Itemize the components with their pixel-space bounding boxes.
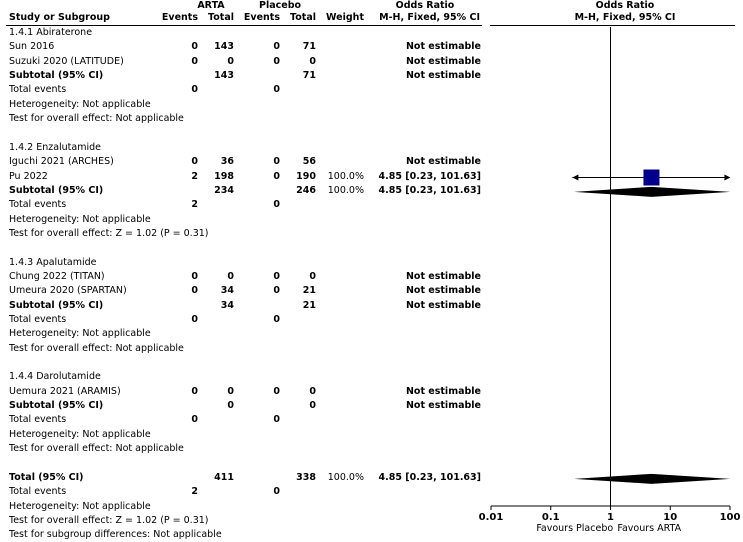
header-total-1: Total: [208, 12, 234, 23]
events-label: Total events: [9, 314, 67, 325]
subtotal-label: Subtotal (95% CI): [9, 299, 104, 311]
total-placebo: 71: [302, 70, 316, 82]
events-arta: 2: [191, 486, 198, 498]
events-arta: 2: [191, 199, 198, 211]
text-label: Test for overall effect: Not applicable: [9, 113, 184, 125]
events-placebo: 0: [273, 285, 280, 297]
events-placebo: 0: [273, 385, 280, 397]
ci-arrow: [724, 175, 730, 181]
text-label: Test for overall effect: Z = 1.02 (P = 0.31): [9, 227, 209, 239]
events-placebo: 0: [273, 170, 280, 182]
study-label: Sun 2016: [9, 41, 55, 53]
events-arta: 0: [191, 41, 198, 53]
odds-ratio: Not estimable: [405, 55, 481, 67]
total-placebo: 21: [302, 285, 316, 297]
total-label: Total (95% CI): [9, 471, 84, 483]
study-label: Iguchi 2021 (ARCHES): [9, 156, 114, 168]
events-arta: 0: [191, 270, 198, 282]
events-arta: 0: [191, 385, 198, 397]
header-events-1: Events: [161, 12, 198, 23]
events-placebo: 0: [273, 314, 280, 325]
x-tick-label: 0.1: [541, 512, 560, 523]
total-arta: 36: [220, 156, 234, 168]
study-label: Suzuki 2020 (LATITUDE): [9, 55, 124, 67]
total-placebo: 190: [296, 170, 316, 182]
events-arta: 0: [191, 314, 198, 325]
odds-ratio: Not estimable: [405, 270, 481, 282]
text-label: Test for overall effect: Z = 1.02 (P = 0.31): [9, 514, 209, 526]
events-arta: 0: [191, 84, 198, 96]
total-arta: 34: [220, 285, 234, 297]
events-placebo: 0: [273, 270, 280, 282]
pooled-diamond: [574, 474, 730, 484]
events-placebo: 0: [273, 84, 280, 96]
odds-ratio: Not estimable: [405, 156, 481, 168]
x-tick-label: 10: [663, 512, 678, 523]
odds-ratio: 4.85 [0.23, 101.63]: [378, 184, 481, 196]
odds-ratio: Not estimable: [405, 285, 481, 297]
total-arta: 234: [214, 184, 234, 196]
total-placebo: 0: [309, 385, 316, 397]
events-arta: 0: [191, 285, 198, 297]
total-placebo: 56: [302, 156, 316, 168]
subtotal-label: Subtotal (95% CI): [9, 400, 104, 412]
events-label: Total events: [9, 84, 67, 96]
events-placebo: 0: [273, 199, 280, 211]
weight: 100.0%: [327, 184, 364, 196]
total-placebo: 0: [309, 400, 316, 412]
study-label: Pu 2022: [9, 170, 48, 182]
text-label: Test for subgroup differences: Not applicable: [9, 529, 222, 541]
pooled-diamond: [574, 187, 730, 197]
odds-ratio: Not estimable: [405, 41, 481, 53]
events-label: Total events: [9, 199, 67, 211]
events-placebo: 0: [273, 414, 280, 426]
header-or-title-plot: Odds Ratio: [595, 0, 655, 11]
odds-ratio: 4.85 [0.23, 101.63]: [378, 170, 481, 182]
total-arta: 411: [214, 471, 234, 483]
weight: 100.0%: [327, 471, 364, 483]
total-placebo: 0: [309, 270, 316, 282]
study-square: [643, 170, 659, 186]
favours-right-label: Favours ARTA: [617, 523, 682, 534]
weight: 100.0%: [327, 170, 364, 182]
text-label: Heterogeneity: Not applicable: [9, 328, 151, 340]
header-group2: Placebo: [258, 0, 302, 11]
events-placebo: 0: [273, 486, 280, 498]
header-group1: ARTA: [197, 0, 225, 11]
events-arta: 0: [191, 414, 198, 426]
total-placebo: 246: [296, 184, 316, 196]
odds-ratio: Not estimable: [405, 385, 481, 397]
events-arta: 0: [191, 55, 198, 67]
total-placebo: 21: [302, 299, 316, 311]
study-label: Uemura 2021 (ARAMIS): [9, 385, 121, 397]
header-method: M-H, Fixed, 95% CI: [379, 12, 480, 23]
subtotal-label: Subtotal (95% CI): [9, 70, 104, 82]
header-events-2: Events: [243, 12, 280, 23]
total-arta: 0: [227, 385, 234, 397]
text-label: Heterogeneity: Not applicable: [9, 500, 151, 512]
study-label: Chung 2022 (TITAN): [9, 270, 105, 282]
events-label: Total events: [9, 486, 67, 498]
odds-ratio: 4.85 [0.23, 101.63]: [378, 471, 481, 483]
header-total-2: Total: [290, 12, 316, 23]
header-weight: Weight: [326, 12, 364, 23]
total-arta: 143: [214, 70, 234, 82]
text-label: Heterogeneity: Not applicable: [9, 213, 151, 225]
total-arta: 0: [227, 270, 234, 282]
total-arta: 0: [227, 55, 234, 67]
subtotal-label: Subtotal (95% CI): [9, 184, 104, 196]
sub-label: 1.4.4 Darolutamide: [9, 371, 101, 383]
text-label: Test for overall effect: Not applicable: [9, 443, 184, 455]
events-label: Total events: [9, 414, 67, 426]
study-label: Umeura 2020 (SPARTAN): [9, 285, 127, 297]
x-tick-label: 100: [719, 512, 741, 523]
odds-ratio: Not estimable: [405, 299, 481, 311]
events-arta: 0: [191, 156, 198, 168]
sub-label: 1.4.3 Apalutamide: [9, 256, 97, 268]
text-label: Heterogeneity: Not applicable: [9, 428, 151, 440]
x-tick-label: 0.01: [478, 512, 504, 523]
total-arta: 198: [214, 170, 234, 182]
x-tick-label: 1: [607, 512, 614, 523]
text-label: Test for overall effect: Not applicable: [9, 342, 184, 354]
sub-label: 1.4.2 Enzalutamide: [9, 141, 101, 153]
header-method-plot: M-H, Fixed, 95% CI: [574, 12, 676, 23]
sub-label: 1.4.1 Abiraterone: [9, 27, 93, 38]
total-arta: 143: [214, 41, 234, 53]
total-arta: 0: [227, 400, 234, 412]
header-study-col: Study or Subgroup: [9, 12, 110, 23]
ci-arrow-left: [572, 175, 578, 181]
total-placebo: 338: [296, 471, 316, 483]
total-placebo: 0: [309, 55, 316, 67]
events-placebo: 0: [273, 55, 280, 67]
odds-ratio: Not estimable: [405, 70, 481, 82]
header-or-title: Odds Ratio: [395, 0, 455, 11]
odds-ratio: Not estimable: [405, 400, 481, 412]
events-placebo: 0: [273, 41, 280, 53]
events-placebo: 0: [273, 156, 280, 168]
events-arta: 2: [191, 170, 198, 182]
total-arta: 34: [220, 299, 234, 311]
total-placebo: 71: [302, 41, 316, 53]
favours-left-label: Favours Placebo: [536, 523, 614, 534]
text-label: Heterogeneity: Not applicable: [9, 98, 151, 110]
